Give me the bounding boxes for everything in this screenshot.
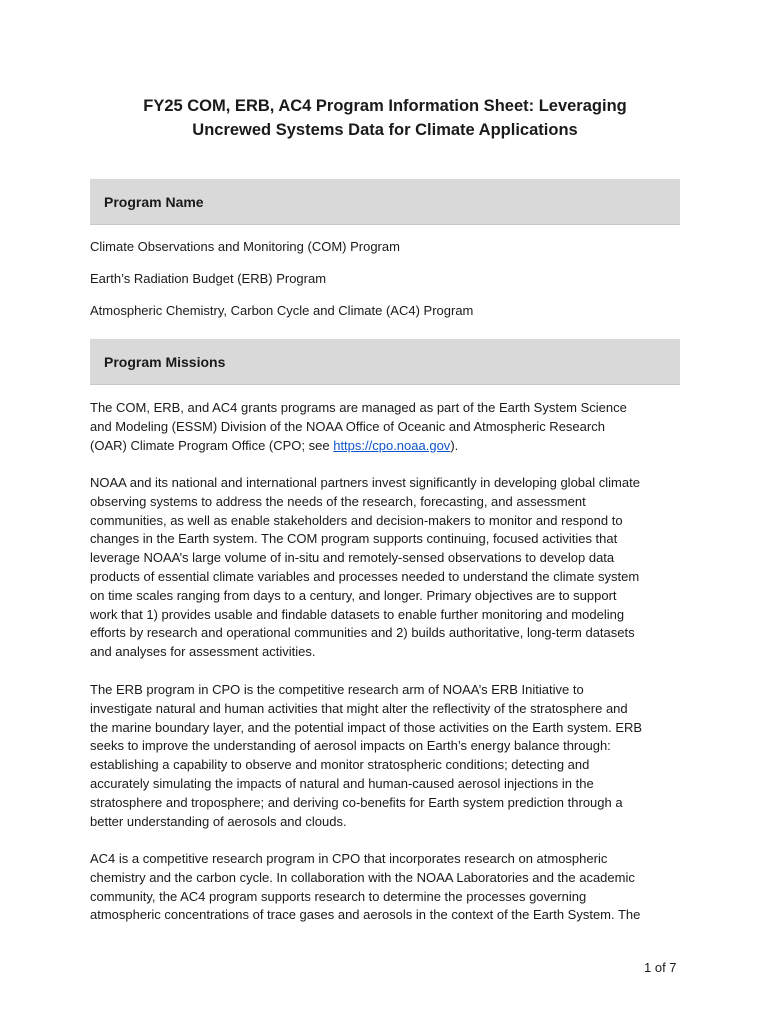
paragraph-line: seeks to improve the understanding of aerosol impacts on Earth’s energy balance through: xyxy=(90,738,611,754)
paragraph-line: efforts by research and operational communities and 2) builds authoritative, long-term datasets xyxy=(90,625,635,641)
paragraph-line: communities, as well as enable stakeholders and decision-makers to monitor and respond to xyxy=(90,512,623,528)
paragraph-line: and analyses for assessment activities. xyxy=(90,644,316,660)
missions-paragraph-3 xyxy=(90,681,685,831)
paragraph-line: community, the AC4 program supports research to determine the processes governing xyxy=(90,888,587,904)
paragraph-line: establishing a capability to observe and monitor stratospheric conditions; detecting and xyxy=(90,757,590,773)
program-name-heading: Program Name xyxy=(104,194,204,210)
program-item-erb: Earth’s Radiation Budget (ERB) Program xyxy=(90,271,327,286)
program-missions-heading: Program Missions xyxy=(104,354,226,370)
program-item-ac4: Atmospheric Chemistry, Carbon Cycle and Climate (AC4) Program xyxy=(90,303,474,318)
paragraph-text: (OAR) Climate Program Office (CPO; see xyxy=(90,437,334,453)
paragraph-line: accurately simulating the impacts of natural and human-caused aerosol injections in the xyxy=(90,775,594,791)
paragraph-line: stratosphere and troposphere; and deriving co-benefits for Earth system prediction through a xyxy=(90,794,623,810)
title-line-1: FY25 COM, ERB, AC4 Program Information Sheet: Leveraging xyxy=(143,97,627,115)
paragraph-line: products of essential climate variables and processes needed to understand the climate system xyxy=(90,568,640,584)
program-item-com: Climate Observations and Monitoring (COM) Program xyxy=(90,239,400,254)
paragraph-line: leverage NOAA’s large volume of in-situ and remotely-sensed observations to develop data xyxy=(90,550,615,566)
paragraph-line: the marine boundary layer, and the potential impact of those activities on the Earth system. ERB xyxy=(90,719,643,735)
missions-paragraph-1 xyxy=(90,399,685,455)
cpo-website-link[interactable]: https://cpo.noaa.gov xyxy=(333,437,451,453)
page-number: 1 of 7 xyxy=(644,960,677,975)
paragraph-line: AC4 is a competitive research program in CPO that incorporates research on atmospheric xyxy=(90,851,608,866)
paragraph-line: The COM, ERB, and AC4 grants programs are managed as part of the Earth System Science xyxy=(90,400,627,415)
program-missions-header xyxy=(90,339,680,385)
paragraph-line: NOAA and its national and international partners invest significantly in developing global climate xyxy=(90,475,640,490)
paragraph-line: changes in the Earth system. The COM program supports continuing, focused activities that xyxy=(90,531,618,547)
paragraph-line: better understanding of aerosols and clouds. xyxy=(90,813,347,829)
paragraph-line xyxy=(90,437,685,456)
paragraph-line: The ERB program in CPO is the competitive research arm of NOAA’s ERB Initiative to xyxy=(90,682,584,697)
paragraph-line: atmospheric concentrations of trace gases and aerosols in the context of the Earth System. The xyxy=(90,907,641,923)
paragraph-line: work that 1) provides usable and findable datasets to enable further monitoring and modeling xyxy=(90,606,625,622)
title-line-2: Uncrewed Systems Data for Climate Applications xyxy=(192,121,578,139)
document-title xyxy=(90,94,680,142)
missions-paragraph-4 xyxy=(90,850,685,925)
paragraph-line: on time scales ranging from days to a century, and longer. Primary objectives are to support xyxy=(90,587,617,603)
paragraph-line: observing systems to address the needs of the research, forecasting, and assessment xyxy=(90,493,586,509)
paragraph-line: investigate natural and human activities that might alter the reflectivity of the stratosphere and xyxy=(90,700,628,716)
paragraph-line: and Modeling (ESSM) Division of the NOAA Office of Oceanic and Atmospheric Research xyxy=(90,418,605,434)
paragraph-line: chemistry and the carbon cycle. In collaboration with the NOAA Laboratories and the academic xyxy=(90,869,635,885)
program-name-header xyxy=(90,179,680,225)
paragraph-text: ). xyxy=(450,437,459,453)
missions-paragraph-2 xyxy=(90,474,685,662)
